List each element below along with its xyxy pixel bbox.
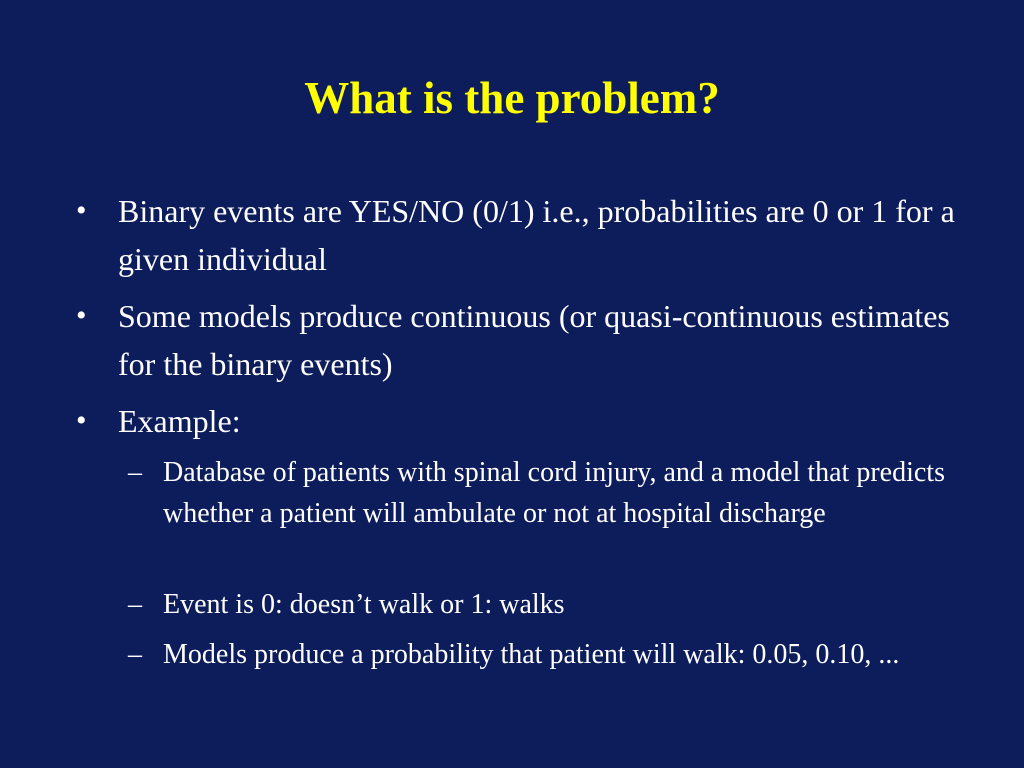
bullet-text: Example: xyxy=(118,403,241,439)
bullet-marker: • xyxy=(76,299,87,332)
bullet-marker: • xyxy=(76,194,87,227)
subbullet-text: Database of patients with spinal cord injury, and a model that predicts whether a patient will ambulate or not at hospital discharge xyxy=(163,457,945,529)
bullet-text: Some models produce continuous (or quasi-continuous estimates for the binary events) xyxy=(118,298,950,382)
bullet-item xyxy=(76,187,988,283)
slide-title: What is the problem? xyxy=(304,73,720,123)
bullet-item xyxy=(76,292,988,388)
bullet-text: Binary events are YES/NO (0/1) i.e., probabilities are 0 or 1 for a given individual xyxy=(118,193,955,277)
subbullet-marker: – xyxy=(128,457,142,488)
subbullet-marker: – xyxy=(128,589,142,620)
subbullet-text: Event is 0: doesn’t walk or 1: walks xyxy=(163,589,565,620)
subbullet-marker: – xyxy=(128,639,142,670)
subbullet-text: Models produce a probability that patient will walk: 0.05, 0.10, ... xyxy=(163,639,900,670)
bullet-marker: • xyxy=(76,404,87,437)
subbullet-item xyxy=(128,634,963,675)
subbullet-item xyxy=(128,452,963,534)
bullet-item xyxy=(76,397,988,445)
subbullet-item xyxy=(128,584,963,625)
